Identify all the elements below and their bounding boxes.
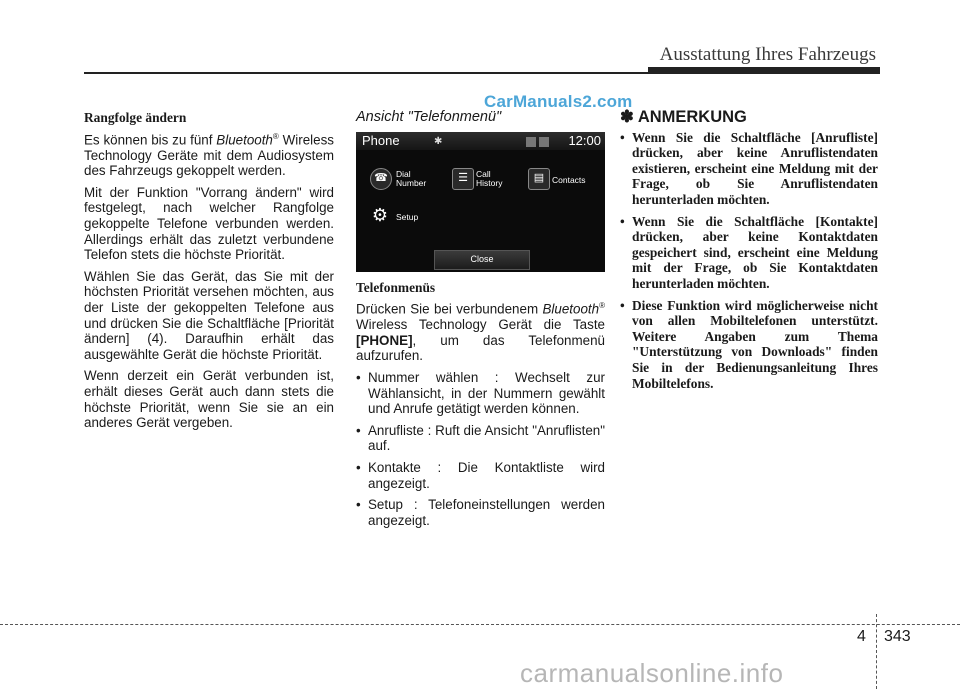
paragraph-connected-device: Wenn derzeit ein Gerät verbunden ist, erhält dieses Gerät auch dann stets die höchste Priorität, wenn Sie sie an ein anderes Gerät vergeben. bbox=[84, 368, 334, 431]
gear-icon: ⚙ bbox=[371, 204, 389, 225]
column-right bbox=[620, 110, 878, 397]
list-item: • Anrufliste : Ruft die Ansicht "Anruflisten" auf. bbox=[356, 423, 605, 454]
contacts-button[interactable]: Contacts bbox=[552, 174, 586, 185]
section-heading-priority: Rangfolge ändern bbox=[84, 110, 187, 125]
column-left bbox=[84, 110, 334, 437]
note-list bbox=[620, 130, 878, 392]
watermark-bottom-link[interactable]: carmanualsonline.info bbox=[520, 658, 784, 688]
setup-button[interactable]: Setup bbox=[396, 211, 419, 222]
phone-screen-title: Phone bbox=[362, 132, 400, 148]
list-item: • Kontakte : Die Kontaktliste wird angezeigt. bbox=[356, 460, 605, 491]
bluetooth-icon: ✱ bbox=[434, 135, 443, 147]
close-button[interactable]: Close bbox=[434, 250, 530, 270]
phone-handset-icon: ☎ bbox=[370, 168, 392, 190]
watermark-top-link[interactable]: CarManuals2.com bbox=[484, 92, 633, 111]
page-header-title: Ausstattung Ihres Fahrzeugs bbox=[659, 44, 876, 65]
brand-bluetooth: Bluetooth bbox=[542, 301, 600, 317]
section-subheading-phone-menu: Ansicht "Telefonmenü" bbox=[356, 109, 502, 125]
list-item: • Nummer wählen : Wechselt zur Wählansicht, in der Nummern gewählt und Anrufe getätigt werden können. bbox=[356, 370, 605, 417]
list-item: • Diese Funktion wird möglicherweise nicht von allen Mobiltelefonen unterstützt. Weitere Angaben zum Thema "Unterstützung von Downloads" finden Sie in der Bedienungsanleitung Ihres Mobiltelefons. bbox=[620, 298, 878, 392]
list-item: • Setup : Telefoneinstellungen werden angezeigt. bbox=[356, 497, 605, 528]
status-icons bbox=[526, 135, 566, 147]
footer-page-number: 343 bbox=[884, 628, 911, 645]
header-rule-thin bbox=[84, 72, 880, 74]
note-heading: ✽ ANMERKUNG bbox=[620, 108, 747, 126]
phone-key-label: [PHONE] bbox=[356, 332, 413, 348]
list-item: • Wenn Sie die Schaltfläche [Kontakte] drücken, aber keine Kontaktdaten gespeichert sind, erscheint eine Meldung mit der Frage, ob Sie Kontaktdaten herunterladen möchten. bbox=[620, 214, 878, 292]
footer-chapter-number: 4 bbox=[857, 628, 866, 645]
paragraph-priority-function: Mit der Funktion "Vorrang ändern" wird festgelegt, nach welcher Rangfolge gekoppelte Telefone verbunden werden. Allerdings erhält das zuletzt verbundene Telefon stets die höchste Priorität. bbox=[84, 184, 334, 263]
paragraph-select-device: Wählen Sie das Gerät, das Sie mit der höchsten Priorität versehen möchten, aus der Liste der gekoppelten Telefone aus und drücken Sie die Schaltfläche [Priorität ändern] (4). Daraufhin erhält das ausgewählte Gerät die höchste Priorität. bbox=[84, 268, 334, 362]
phone-clock: 12:00 bbox=[568, 132, 601, 148]
dial-number-button[interactable]: Dial Number bbox=[396, 168, 427, 189]
list-item: • Wenn Sie die Schaltfläche [Anrufliste] drücken, aber keine Anruflistendaten existieren, erscheint eine Meldung mit der Frage, ob Sie Anruflistendaten herunterladen möchten. bbox=[620, 130, 878, 208]
note-symbol-icon: ✽ bbox=[620, 108, 634, 126]
phone-menu-screenshot bbox=[356, 132, 605, 272]
footer-vertical-divider bbox=[876, 614, 877, 689]
call-history-icon: ☰ bbox=[452, 168, 474, 190]
column-middle bbox=[356, 110, 605, 534]
call-history-button[interactable]: Call History bbox=[476, 168, 503, 189]
contacts-icon: ▤ bbox=[528, 168, 550, 190]
phone-status-bar bbox=[356, 132, 605, 150]
section-heading-phone-menus: Telefonmenüs bbox=[356, 279, 436, 295]
paragraph-phone-key: Drücken Sie bei verbundenem Bluetooth® Wireless Technology Gerät die Taste [PHONE], um das Telefonmenü aufzurufen. bbox=[356, 301, 605, 364]
phone-menu-list bbox=[356, 370, 605, 528]
footer-divider bbox=[0, 624, 960, 625]
paragraph-intro: Es können bis zu fünf Bluetooth® Wireless Technology Geräte mit dem Audiosystem des Fahrzeugs gekoppelt werden. bbox=[84, 131, 334, 179]
brand-bluetooth: Bluetooth bbox=[216, 132, 273, 148]
